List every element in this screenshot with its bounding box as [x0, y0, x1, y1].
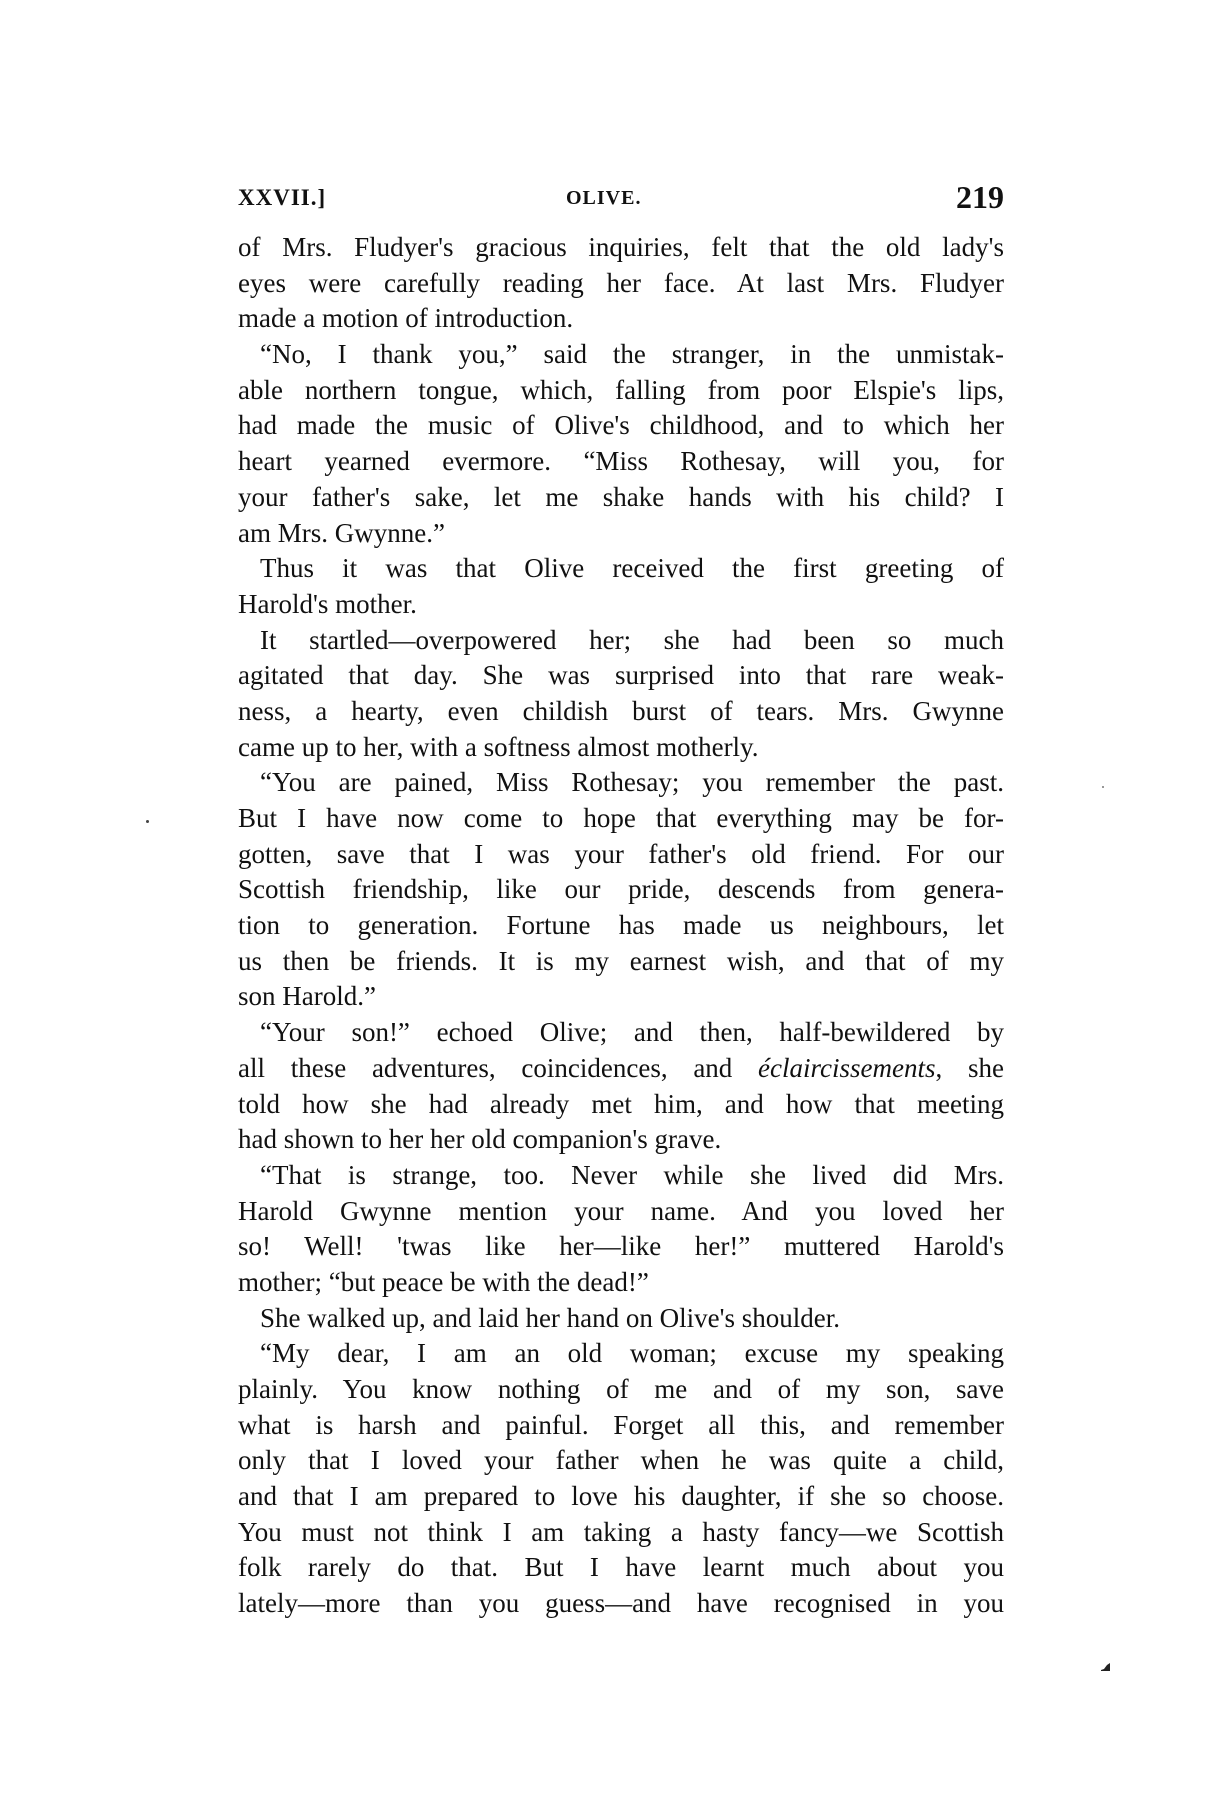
text-line: plainly. You know nothing of me and of my son, save — [238, 1374, 1004, 1404]
text-line: what is harsh and painful. Forget all this, and remember — [238, 1409, 1004, 1440]
text-line: came up to her, with a softness almost motherly. — [238, 731, 759, 762]
text-line: of Mrs. Fludyer's gracious inquiries, felt that the old lady's — [238, 232, 1004, 262]
text-line: us then be friends. It is my earnest wish, and that of my — [238, 945, 1004, 976]
text-line: your father's sake, let me shake hands with his child? I — [238, 481, 1004, 512]
text-line: told how she had already met him, and how that meeting — [238, 1088, 1004, 1119]
text-line: so! Well! 'twas like her—like her!” muttered Harold's — [238, 1231, 1004, 1262]
text-line: eyes were carefully reading her face. At last Mrs. Fludyer — [238, 267, 1004, 298]
text-line: tion to generation. Fortune has made us neighbours, let — [238, 910, 1004, 941]
body-text — [238, 230, 1004, 1622]
text-line: “You are pained, Miss Rothesay; you remember the past. — [260, 767, 1004, 798]
text-line: had made the music of Olive's childhood, and to which her — [238, 410, 1004, 441]
text-line: It startled—overpowered her; she had been so much — [260, 624, 1004, 655]
text-line: Thus it was that Olive received the first greeting of — [260, 553, 1004, 584]
text-line — [238, 1051, 1004, 1087]
print-speck — [146, 820, 149, 823]
text-line: only that I loved your father when he was quite a child, — [238, 1445, 1004, 1476]
text-segment: all these adventures, coincidences, and — [238, 1052, 759, 1083]
text-segment: , she — [935, 1052, 1004, 1083]
text-line: son Harold.” — [238, 981, 376, 1012]
text-line: am Mrs. Gwynne.” — [238, 517, 445, 548]
print-speck — [1102, 786, 1104, 788]
text-line: able northern tongue, which, falling from poor Elspie's lips, — [238, 374, 1004, 405]
italic-word: éclaircissements — [758, 1052, 936, 1083]
print-mark — [1101, 1663, 1111, 1671]
text-line: “No, I thank you,” said the stranger, in the unmistak- — [260, 339, 1004, 370]
text-line: Scottish friendship, like our pride, descends from genera- — [238, 874, 1004, 905]
text-line: made a motion of introduction. — [238, 303, 574, 334]
text-line: heart yearned evermore. “Miss Rothesay, will you, for — [238, 446, 1004, 477]
text-line: “That is strange, too. Never while she lived did Mrs. — [260, 1159, 1004, 1190]
text-line: “Your son!” echoed Olive; and then, half-bewildered by — [260, 1017, 1004, 1048]
running-head — [238, 179, 1004, 225]
text-line: Harold Gwynne mention your name. And you loved her — [238, 1195, 1004, 1226]
text-line: You must not think I am taking a hasty fancy—we Scottish — [238, 1516, 1004, 1547]
book-title: OLIVE. — [566, 187, 642, 209]
text-line: Harold's mother. — [238, 588, 417, 619]
text-line: lately—more than you guess—and have recognised in you — [238, 1588, 1004, 1619]
text-line: agitated that day. She was surprised into that rare weak- — [238, 660, 1004, 691]
text-line: She walked up, and laid her hand on Olive's shoulder. — [260, 1302, 840, 1333]
text-line: “My dear, I am an old woman; excuse my speaking — [260, 1338, 1004, 1369]
text-line: gotten, save that I was your father's old friend. For our — [238, 838, 1004, 869]
text-line: had shown to her her old companion's grave. — [238, 1124, 722, 1155]
text-line: But I have now come to hope that everything may be for- — [238, 803, 1004, 833]
chapter-number: XXVII.] — [238, 185, 327, 210]
text-line: ness, a hearty, even childish burst of tears. Mrs. Gwynne — [238, 695, 1004, 726]
page-number: 219 — [956, 179, 1004, 215]
text-line: mother; “but peace be with the dead!” — [238, 1266, 649, 1297]
text-line: folk rarely do that. But I have learnt much about you — [238, 1552, 1004, 1583]
text-line: and that I am prepared to love his daughter, if she so choose. — [238, 1481, 1004, 1512]
